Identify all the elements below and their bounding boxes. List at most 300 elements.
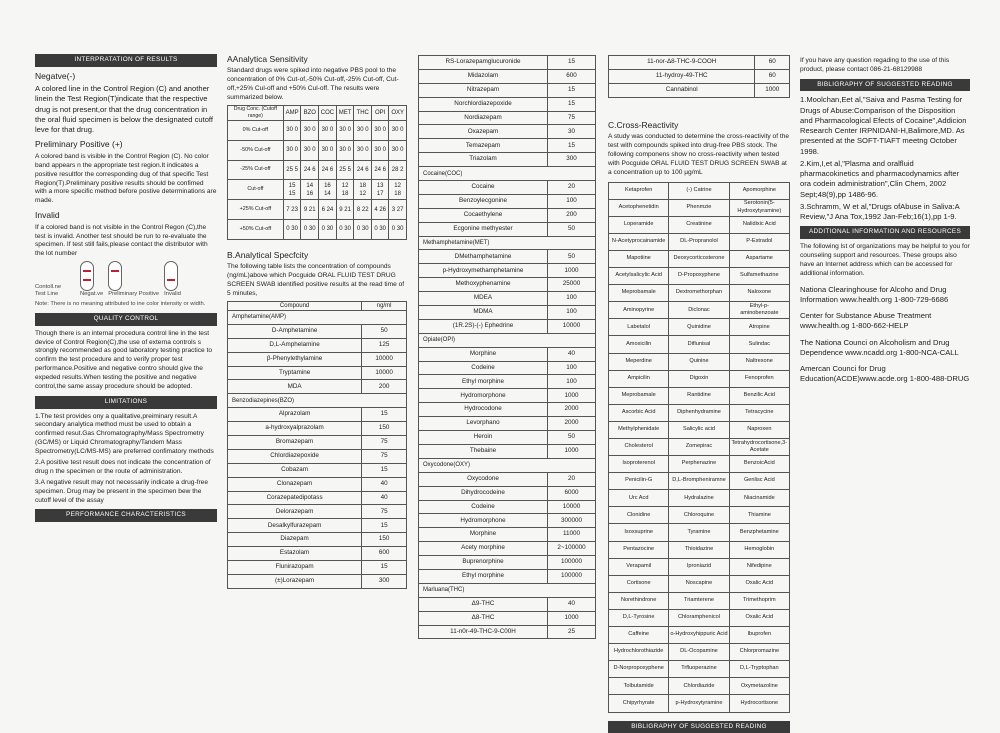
table-cell: MDEA: [419, 292, 548, 306]
table-cell: Serotonin(5-Hydroxytyramine): [729, 199, 789, 216]
table-cell: Fenoprofen: [729, 370, 789, 387]
table-cell: Tetracycine: [729, 404, 789, 421]
table-cell: Oxalic Acid: [729, 609, 789, 626]
table-cell: 13 17: [372, 180, 389, 200]
table-cell: 11-nor-Δ8-THC-9-COOH: [609, 56, 755, 70]
table-row: [609, 216, 790, 233]
table-row: [609, 69, 790, 83]
table-cell: Midazolam: [419, 69, 548, 83]
table-row: [609, 370, 790, 387]
thc-table: [608, 55, 790, 98]
table-cell: Diflunisal: [669, 336, 729, 353]
resource-3: The Nationa Counci on Alcoholism and Drug Dependence www.ncadd.org 1-800-NCA-CALL: [800, 338, 970, 359]
table-cell: 300000: [548, 514, 596, 528]
table-row: [419, 181, 596, 195]
table-cell: (1R.2S)-(-) Ephedrine: [419, 319, 548, 333]
table-cell: Zomepirac: [669, 439, 729, 456]
table-row: [228, 408, 407, 422]
table-cell: 40: [362, 477, 407, 491]
table-cell: Cortisone: [609, 575, 669, 592]
table-cell: Heroin: [419, 431, 548, 445]
table-cell: 11-hydroy-49-THC: [609, 69, 755, 83]
table-row: [609, 507, 790, 524]
table-row: [419, 569, 596, 583]
table-cell: 25: [548, 625, 596, 639]
table-cell: 30 0: [372, 140, 389, 160]
negative-text: A colored line in the Control Region (C) and another linein the Test Region(T)indicate that the respective drug is not present,or that the drug concentration in the oral fluid specimen is below the designated cutoff leve for that drug.: [35, 84, 217, 135]
table-row: [609, 695, 790, 712]
table-cell: (±)Lorazepam: [228, 574, 362, 588]
table-cell: Diphenhydramine: [669, 404, 729, 421]
table-row: [609, 336, 790, 353]
table-cell: 150: [362, 533, 407, 547]
table-cell: 30 0: [372, 121, 389, 141]
header-cell: THC: [354, 106, 372, 121]
interpretation-banner: INTERPRATATION OF RESULTS: [35, 54, 217, 67]
table-cell: Isoproterenol: [609, 456, 669, 473]
table-cell: 20: [548, 472, 596, 486]
table-cell: 60: [755, 69, 790, 83]
header-cell: AMP: [283, 106, 301, 121]
table-cell: Urc Acd: [609, 490, 669, 507]
table-cell: Diclonac: [669, 302, 729, 319]
table-row: [419, 375, 596, 389]
table-cell: 10000: [548, 500, 596, 514]
sensitivity-table: [227, 105, 407, 240]
specificity-table: [227, 301, 407, 589]
table-cell: Noscapine: [669, 575, 729, 592]
table-cell: Aspartame: [729, 250, 789, 267]
table-cell: Meperdine: [609, 353, 669, 370]
table-row: [419, 361, 596, 375]
table-cell: 2~100000: [548, 542, 596, 556]
invalid-strip: Invalid: [164, 261, 181, 299]
table-row: [419, 472, 596, 486]
table-cell: Naproxen: [729, 421, 789, 438]
table-cell: -25% Cut-off: [228, 160, 284, 180]
table-row: [419, 403, 596, 417]
quality-control-text: Though there is an internal procedura control line in the test device of Control Region(C),the use of externa controls s strongly recommended as good laboratory testing practice to confirm the test procedure and to verify proper test performance.Positive and negative contro should give the expeded results.When testing the positive and negative control,the same assay procedure should be adopted.: [35, 330, 217, 392]
table-cell: 75: [362, 505, 407, 519]
table-row: [419, 250, 596, 264]
table-cell: Desalkylfurazepam: [228, 519, 362, 533]
table-row: [228, 491, 407, 505]
table-cell: 600: [548, 69, 596, 83]
table-row: [419, 583, 596, 597]
table-cell: Clonidine: [609, 507, 669, 524]
table-row: [228, 324, 407, 338]
table-cell: Meprobamale: [609, 285, 669, 302]
table-cell: Thioidazine: [669, 541, 729, 558]
limitation-2: 2.A positive test result does not indicate the concentration of drug n the specimen or the route of administration.: [35, 459, 217, 477]
table-row: [419, 500, 596, 514]
table-cell: 50: [548, 431, 596, 445]
table-cell: 0 30: [389, 220, 407, 240]
table-cell: Naloxone: [729, 285, 789, 302]
table-cell: Codeine: [419, 361, 548, 375]
table-cell: 30: [548, 125, 596, 139]
table-row: [228, 220, 407, 240]
cross-reactivity-text: A study was conducted to determine the cross-reactivity of the test with compounds spiked into drug-free PBS stock. The following componens show no cross-reactivity when tested with Pocguide ORAL FLUID TEST DRUG SCREEN SWAB at a concentration up to 100 µg/mL: [608, 133, 790, 177]
table-cell: Quinine: [669, 353, 729, 370]
table-row: [419, 292, 596, 306]
strip-legend: [35, 284, 75, 300]
table-row: [609, 678, 790, 695]
table-cell: 9 21: [336, 200, 354, 220]
table-row: [609, 575, 790, 592]
table-row: [419, 333, 596, 347]
table-cell: 0 30: [319, 220, 337, 240]
table-cell: Cobazam: [228, 463, 362, 477]
table-cell: Thiamine: [729, 507, 789, 524]
table-row: [228, 519, 407, 533]
table-cell: Penicilin-G: [609, 473, 669, 490]
table-row: [228, 547, 407, 561]
header-cell: OXY: [389, 106, 407, 121]
table-row: [419, 222, 596, 236]
table-cell: Methoxyphenamine: [419, 278, 548, 292]
table-cell: 30 0: [336, 121, 354, 141]
bibliography-3: 3.Schramm, W et al,"Drugs ofAbuse in Saliva:A Review,"J Ana Tox,1992 Jan-Feb;16(1),pp 1-9.: [800, 202, 970, 223]
table-cell: Tolbutamide: [609, 678, 669, 695]
table-row: [419, 458, 596, 472]
table-cell: 30 0: [301, 140, 319, 160]
table-cell: Nifedipine: [729, 558, 789, 575]
section-header-cell: Amphetamine(AMP): [228, 310, 407, 324]
table-cell: Ascorbic Acid: [609, 404, 669, 421]
table-cell: Salicylic acid: [669, 421, 729, 438]
table-row: [609, 319, 790, 336]
table-cell: 6 24: [319, 200, 337, 220]
table-row: [609, 473, 790, 490]
table-cell: Tyramine: [669, 524, 729, 541]
table-cell: P-Estradol: [729, 233, 789, 250]
table-cell: D-Norpropoxyphene: [609, 661, 669, 678]
table-cell: 1000: [755, 83, 790, 97]
table-cell: Oxalic Acid: [729, 575, 789, 592]
table-cell: Trimethoprim: [729, 592, 789, 609]
table-row: [419, 625, 596, 639]
table-cell: Flunirazopam: [228, 561, 362, 575]
section-header-cell: Opiate(OPI): [419, 333, 596, 347]
table-cell: 15: [548, 139, 596, 153]
table-row: [419, 306, 596, 320]
table-cell: 15: [362, 519, 407, 533]
table-cell: Chloramphenicol: [669, 609, 729, 626]
contact-text: If you have any question regading to the use of this product, please contact 086-21-68129988: [800, 57, 970, 75]
table-cell: Dihydrocodeine: [419, 486, 548, 500]
table-cell: D,L-Tryptophan: [729, 661, 789, 678]
table-cell: Ethyl morphine: [419, 569, 548, 583]
limitation-1: 1.The test provides ony a qualitative,preiminary result.A secondary analytica method must be used to obtain a confirmed resut.Gas Chromatography/Mass Spectrometry (GC/MS) or Liquid Chromatography/Tandem Mass Spectrometry(LC/MS-MS) are preferred confimatory methods: [35, 413, 217, 457]
table-cell: Triazolam: [419, 153, 548, 167]
table-cell: 50: [548, 222, 596, 236]
table-row: [419, 611, 596, 625]
table-cell: 100: [548, 194, 596, 208]
table-row: [609, 456, 790, 473]
quality-control-banner: QUALITY CONTROL: [35, 313, 217, 326]
table-cell: 100: [548, 375, 596, 389]
table-cell: Digoxin: [669, 370, 729, 387]
table-cell: Deoxycorticosterone: [669, 250, 729, 267]
table-cell: Benzphetamine: [729, 524, 789, 541]
table-cell: (-) Catrine: [669, 182, 729, 199]
table-row: [419, 69, 596, 83]
table-cell: 16 14: [319, 180, 337, 200]
table-cell: Acetylsalicylic Acid: [609, 268, 669, 285]
table-row: [419, 194, 596, 208]
table-row: [609, 199, 790, 216]
table-cell: +50% Cut-off: [228, 220, 284, 240]
resources-banner: ADDITIONAL INFORMATION AND RESOURCES: [800, 226, 970, 239]
table-cell: BenzoicAcid: [729, 456, 789, 473]
table-cell: 1000: [548, 389, 596, 403]
table-row: [228, 121, 407, 141]
header-cell: BZO: [301, 106, 319, 121]
table-row: [609, 285, 790, 302]
bibliography-banner-bottom: BIBLIGRAPHY OF SUGGESTED READING: [608, 721, 790, 733]
table-cell: β-Phenylethylamine: [228, 352, 362, 366]
table-row: [609, 233, 790, 250]
table-cell: 15: [548, 83, 596, 97]
table-row: [228, 533, 407, 547]
table-cell: 60: [755, 56, 790, 70]
specificity-heading: B.Analytical Specfcity: [227, 250, 407, 261]
table-row: [228, 160, 407, 180]
control-line-label: Contoll.ne: [35, 284, 75, 292]
resource-2: Center for Substance Abuse Treatment www.health.og 1-800-662-HELP: [800, 311, 970, 332]
table-cell: Morphine: [419, 528, 548, 542]
section-header-cell: Cocaine(COC): [419, 167, 596, 181]
table-cell: Acetophenetidin: [609, 199, 669, 216]
table-row: [419, 264, 596, 278]
table-cell: 30 0: [283, 140, 301, 160]
table-cell: 40: [362, 491, 407, 505]
table-cell: 14 16: [301, 180, 319, 200]
table-cell: 30 0: [354, 121, 372, 141]
table-cell: 75: [362, 435, 407, 449]
table-row: [228, 561, 407, 575]
table-row: [609, 404, 790, 421]
table-cell: 15: [362, 463, 407, 477]
table-cell: 10000: [548, 319, 596, 333]
table-cell: Temazepam: [419, 139, 548, 153]
table-row: [609, 302, 790, 319]
table-cell: DL-Propranolol: [669, 233, 729, 250]
table-cell: Hydromorphone: [419, 514, 548, 528]
resources-text: The following lst of organizations may be helpful to you for counseling support and resources. These groups also have an Internet address which can be accessed for additional information.: [800, 243, 970, 279]
table-cell: Estazolam: [228, 547, 362, 561]
table-cell: Cholesterol: [609, 439, 669, 456]
table-row: [228, 463, 407, 477]
table-row: [609, 421, 790, 438]
table-cell: Morphine: [419, 347, 548, 361]
table-cell: Norchlordiazepoxide: [419, 97, 548, 111]
table-cell: Nalidixic Acid: [729, 216, 789, 233]
table-cell: Perphenazine: [669, 456, 729, 473]
table-cell: Methylphenidate: [609, 421, 669, 438]
table-cell: 0% Cut-off: [228, 121, 284, 141]
negative-heading: Negatve(-): [35, 71, 217, 82]
table-row: [419, 236, 596, 250]
table-row: [419, 208, 596, 222]
table-cell: D,L-Amphelamine: [228, 338, 362, 352]
table-row: [419, 319, 596, 333]
table-cell: 1000: [548, 444, 596, 458]
table-cell: Acety morphine: [419, 542, 548, 556]
table-cell: 1000: [548, 611, 596, 625]
table-cell: 8 22: [354, 200, 372, 220]
table-row: [228, 422, 407, 436]
table-cell: RS-Lorazepamglucuronide: [419, 56, 548, 70]
positive-strip: Preliminary Positive: [108, 261, 159, 299]
table-row: [609, 56, 790, 70]
table-row: [419, 389, 596, 403]
table-cell: Chlordiazepoxide: [228, 449, 362, 463]
table-cell: Isoxsuprine: [609, 524, 669, 541]
table-row: [609, 387, 790, 404]
table-row: [228, 180, 407, 200]
table-cell: Meprobamale: [609, 387, 669, 404]
table-cell: 18 12: [354, 180, 372, 200]
table-cell: 0 30: [354, 220, 372, 240]
table-cell: Chipyrhyrate: [609, 695, 669, 712]
table-cell: 125: [362, 338, 407, 352]
column-cross-reactivity: [608, 55, 790, 665]
positive-heading: Preliminary Positive (+): [35, 139, 217, 150]
table-row: [419, 444, 596, 458]
table-cell: Naltrexone: [729, 353, 789, 370]
bibliography-2: 2.Kim,I,et al,"Plasma and oralfluid pharmacokinetics and pharmacodynamics after ora codein administration",Clin Chem, 2002 Sept;48(9),pp 1486-96.: [800, 159, 970, 200]
table-row: [419, 56, 596, 70]
table-cell: 6000: [548, 486, 596, 500]
sensitivity-text: Standard drugs were spiked into negative PBS pool to the concentration of 0% Cut-of,-50% Cut-off,-25% Cut-off, Cut-off,+25% Cul-off and +50% Cul-off. The results were summarized below.: [227, 67, 407, 103]
table-row: [228, 435, 407, 449]
table-cell: Cocaine: [419, 181, 548, 195]
table-cell: 10000: [362, 352, 407, 366]
bibliography-banner: BIBLIGRAPHY OF SUGGESTED READING: [800, 79, 970, 92]
bibliography-1: 1.Moolchan,Eet al,"Saiva and Pasma Testing for Drugs of Abuse:Comparison of the Disposition and Pharmacological Efects of Cocaine",Addicion Research Center IRPNIDANI-H,Balimore,MD. As presented at the SOFT-TIAFT meetng October 1998.: [800, 95, 970, 157]
table-cell: Oxymetazoline: [729, 678, 789, 695]
table-cell: 15: [548, 56, 596, 70]
table-cell: Cocaethylene: [419, 208, 548, 222]
table-row: [609, 250, 790, 267]
table-cell: Niacinamide: [729, 490, 789, 507]
table-row: [609, 268, 790, 285]
positive-text: A colored band is visible in the Control Region (C). No color band appears n the appropriate test region.It indicates a positive resultfor the corresponding dug of that specific Test Region(T).Preliminary positive results should be confimed with a more specific method before postive determinations are made.: [35, 153, 217, 206]
table-row: [419, 514, 596, 528]
table-cell: 24 6: [301, 160, 319, 180]
table-cell: a-hydroxyalprazolam: [228, 422, 362, 436]
table-cell: 1000: [548, 264, 596, 278]
table-cell: +25% Cut-off: [228, 200, 284, 220]
table-cell: 200: [548, 208, 596, 222]
specificity-text: The following table lists the concentration of compounds (ng/mL)above which Pocguide ORAL FLUID TEST DRUG SCREEN SWAB identified positive results at the read time of 5 minutes,: [227, 263, 407, 299]
resource-1: Nationa Clearinghouse for Alcoho and Drug Information www.health.org 1-800-729-6686: [800, 285, 970, 306]
table-cell: 15: [548, 97, 596, 111]
header-cell: COC: [319, 106, 337, 121]
column-sensitivity: [227, 50, 407, 660]
table-cell: Levorphano: [419, 417, 548, 431]
table-cell: Hydrocortisone: [729, 695, 789, 712]
table-cell: 30 0: [301, 121, 319, 141]
column-compounds: [418, 55, 596, 665]
table-row: [228, 301, 407, 310]
negative-strip: Negat.ve: [80, 261, 103, 299]
table-cell: 0 30: [283, 220, 301, 240]
invalid-text: If a colored band is not visible in the Control Regon (C),the test is invalid. Another test should be run to re-evaluate the specimen. If test still fails,please contact the distributor with the lot number: [35, 224, 217, 260]
table-cell: Nordiazepam: [419, 111, 548, 125]
table-cell: Ecgonine methyester: [419, 222, 548, 236]
table-cell: p-Hydroxymethamphetamine: [419, 264, 548, 278]
table-row: [609, 541, 790, 558]
header-cell: ng/ml: [362, 301, 407, 310]
table-cell: 300: [548, 153, 596, 167]
compound-table: [418, 55, 596, 639]
table-cell: 9 21: [301, 200, 319, 220]
table-cell: p-Hydroxytyramine: [669, 695, 729, 712]
table-row: [419, 139, 596, 153]
performance-banner: PERFORMANCE CHARACTERISTICS: [35, 509, 217, 522]
table-row: [609, 592, 790, 609]
table-row: [228, 366, 407, 380]
section-header-cell: Oxycodone(OXY): [419, 458, 596, 472]
table-cell: 11-n0r-49-THC-9-C00H: [419, 625, 548, 639]
table-cell: Chlorpromazine: [729, 644, 789, 661]
table-row: [228, 449, 407, 463]
table-row: [419, 597, 596, 611]
table-cell: Labetalol: [609, 319, 669, 336]
table-row: [228, 505, 407, 519]
table-cell: Ethyl morphine: [419, 375, 548, 389]
table-cell: D-Propoxyphene: [669, 268, 729, 285]
table-cell: 300: [362, 574, 407, 588]
table-row: [609, 490, 790, 507]
table-row: [228, 477, 407, 491]
table-cell: 24 6: [319, 160, 337, 180]
table-cell: 200: [362, 380, 407, 394]
table-cell: 100: [548, 306, 596, 320]
table-cell: Loperamide: [609, 216, 669, 233]
section-header-cell: Marluana(THC): [419, 583, 596, 597]
table-cell: 30 0: [354, 140, 372, 160]
table-cell: 15: [362, 408, 407, 422]
table-cell: 75: [362, 449, 407, 463]
table-row: [419, 542, 596, 556]
table-cell: Hydralazine: [669, 490, 729, 507]
table-cell: Quinidine: [669, 319, 729, 336]
table-row: [228, 352, 407, 366]
table-row: [419, 417, 596, 431]
table-cell: Iproniazid: [669, 558, 729, 575]
section-header-cell: Benzodiazepines(BZO): [228, 394, 407, 408]
table-cell: 28 2: [389, 160, 407, 180]
test-line-label: Test Line: [35, 291, 75, 299]
column-interpretation: [35, 50, 217, 660]
table-cell: 12 18: [336, 180, 354, 200]
table-cell: 25000: [548, 278, 596, 292]
table-cell: 40: [548, 597, 596, 611]
table-cell: Chlordiazide: [669, 678, 729, 695]
table-row: [228, 574, 407, 588]
table-cell: Verapamil: [609, 558, 669, 575]
table-row: [419, 486, 596, 500]
table-row: [228, 310, 407, 324]
table-cell: Δ9-THC: [419, 597, 548, 611]
table-cell: 4 26: [372, 200, 389, 220]
table-cell: D-Amphetamine: [228, 324, 362, 338]
limitation-3: 3.A negative result may not necessarily indicate a drug-free specimen. Drug may be present in the specimen bew the cutoff level of the assay: [35, 479, 217, 506]
